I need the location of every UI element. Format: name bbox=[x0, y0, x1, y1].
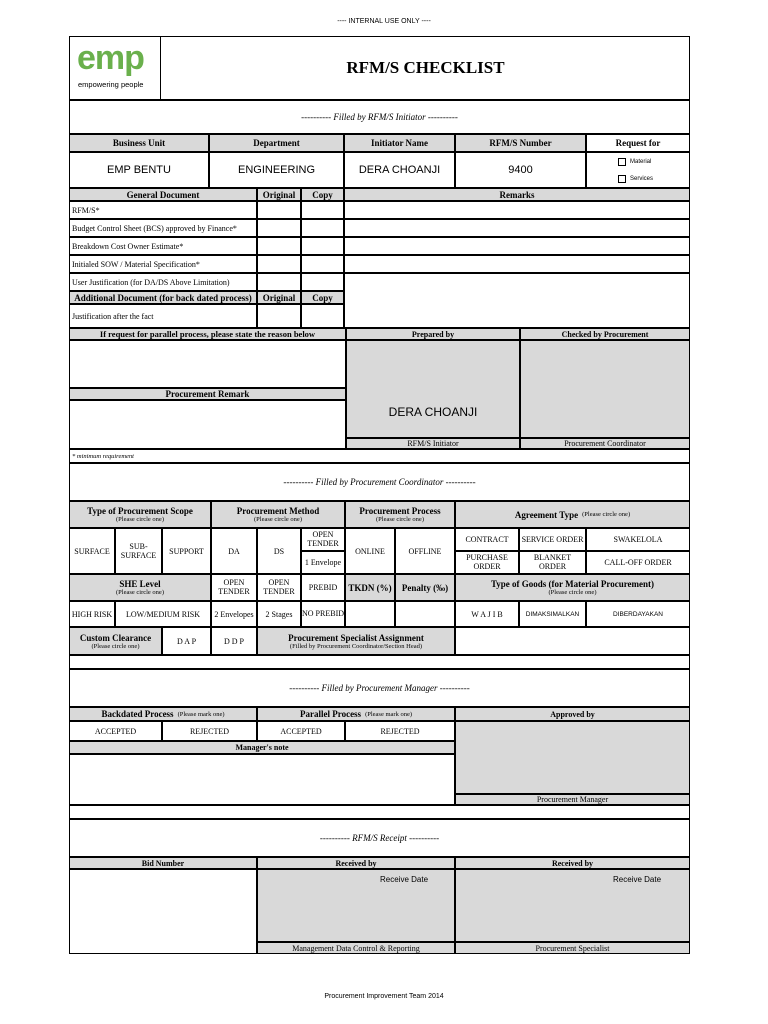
rfms-initiator-label: RFM/S Initiator bbox=[346, 438, 520, 449]
receive-date-label: Receive Date bbox=[380, 875, 429, 884]
doc-copy-cell[interactable] bbox=[301, 255, 344, 273]
she-option-low-medium-risk[interactable]: LOW/MEDIUM RISK bbox=[115, 601, 211, 627]
goods-option-diberdayakan[interactable]: DIBERDAYAKAN bbox=[586, 601, 690, 627]
process-option-offline[interactable]: OFFLINE bbox=[395, 528, 455, 574]
agreement-option-blanket-order[interactable]: BLANKET ORDER bbox=[519, 551, 586, 574]
doc-remarks-cell[interactable] bbox=[344, 273, 690, 328]
agreement-type-header bbox=[455, 501, 690, 528]
procurement-scope-title: Type of Procurement Scope bbox=[87, 506, 193, 516]
internal-use-note: ---- INTERNAL USE ONLY ---- bbox=[337, 17, 431, 25]
procurement-manager-label: Procurement Manager bbox=[455, 794, 690, 805]
please-circle-note: (Please circle one) bbox=[115, 516, 164, 523]
prebid-label: PREBID bbox=[301, 574, 345, 601]
procurement-method-header bbox=[211, 501, 345, 528]
received-by-specialist-field[interactable] bbox=[455, 869, 690, 942]
received-by-header: Received by bbox=[257, 857, 455, 869]
rfms-number-value[interactable]: 9400 bbox=[455, 152, 586, 188]
specialist-assignment-field[interactable] bbox=[455, 627, 690, 655]
parallel-reason-header: If request for parallel process, please state the reason below bbox=[69, 328, 346, 340]
additional-copy-header: Copy bbox=[301, 291, 344, 304]
remarks-header: Remarks bbox=[344, 188, 690, 201]
she-option-high-risk[interactable]: HIGH RISK bbox=[69, 601, 115, 627]
tkdn-header: TKDN (%) bbox=[345, 574, 395, 601]
footer-text: Procurement Improvement Team 2014 bbox=[324, 992, 444, 1000]
custom-option-ddp[interactable]: D D P bbox=[211, 627, 257, 655]
please-circle-note: (Please circle one) bbox=[115, 589, 164, 596]
custom-clearance-header bbox=[69, 627, 162, 655]
prepared-by-header: Prepared by bbox=[346, 328, 520, 340]
checkbox-material[interactable] bbox=[618, 158, 651, 166]
copy-header: Copy bbox=[301, 188, 344, 201]
receive-date-label: Receive Date bbox=[613, 875, 662, 884]
parallel-process-hint: (Please mark one) bbox=[365, 710, 412, 718]
method-option-one-envelope[interactable]: 1 Envelope bbox=[301, 551, 345, 574]
doc-original-cell[interactable] bbox=[257, 219, 301, 237]
additional-original-header: Original bbox=[257, 291, 301, 304]
approved-by-header: Approved by bbox=[455, 707, 690, 721]
procurement-remark-header: Procurement Remark bbox=[69, 388, 346, 400]
prepared-by-signature[interactable] bbox=[346, 340, 520, 438]
prebid-option-no-prebid[interactable]: NO PREBID bbox=[301, 601, 345, 627]
doc-row-bcs: Budget Control Sheet (BCS) approved by Finance* bbox=[69, 219, 257, 237]
procurement-specialist-label: Procurement Specialist bbox=[455, 942, 690, 954]
parallel-process-header bbox=[257, 707, 455, 721]
doc-row-rfms: RFM/S* bbox=[69, 201, 257, 219]
specialist-assignment-subtitle: (Filled by Procurement Coordinator/Section Head) bbox=[289, 642, 423, 650]
page-title: RFM/S CHECKLIST bbox=[346, 58, 505, 77]
section-initiator-banner: ---------- Filled by RFM/S Initiator ---------- bbox=[69, 100, 690, 134]
doc-original-cell[interactable] bbox=[257, 237, 301, 255]
doc-original-cell[interactable] bbox=[257, 201, 301, 219]
procurement-process-header bbox=[345, 501, 455, 528]
procurement-remark-field[interactable] bbox=[69, 400, 346, 449]
doc-copy-cell[interactable] bbox=[301, 201, 344, 219]
goods-option-dimaksimalkan[interactable]: DIMAKSIMALKAN bbox=[519, 601, 586, 627]
parallel-process-title: Parallel Process bbox=[300, 709, 362, 719]
doc-remarks-cell[interactable] bbox=[344, 255, 690, 273]
open-tender-label: OPEN TENDER bbox=[211, 574, 257, 601]
checked-by-header: Checked by Procurement bbox=[520, 328, 690, 340]
bid-number-field[interactable] bbox=[69, 869, 257, 954]
please-circle-note: (Please circle one) bbox=[375, 516, 424, 523]
method-option-open-tender[interactable]: OPEN TENDER bbox=[301, 528, 345, 551]
doc-row-sow: Initialed SOW / Material Specification* bbox=[69, 255, 257, 273]
parallel-reason-field[interactable] bbox=[69, 340, 346, 388]
backdated-process-header bbox=[69, 707, 257, 721]
doc-copy-cell[interactable] bbox=[301, 304, 344, 328]
backdated-process-title: Backdated Process bbox=[101, 709, 174, 719]
additional-document-header: Additional Document (for back dated process) bbox=[69, 291, 257, 304]
agreement-option-swakelola[interactable]: SWAKELOLA bbox=[586, 528, 690, 551]
parallel-option-rejected[interactable]: REJECTED bbox=[345, 721, 455, 741]
doc-original-cell[interactable] bbox=[257, 273, 301, 291]
doc-copy-cell[interactable] bbox=[301, 273, 344, 291]
logo-tagline: empowering people bbox=[78, 80, 144, 89]
scope-option-support[interactable]: SUPPORT bbox=[162, 528, 211, 574]
doc-copy-cell[interactable] bbox=[301, 237, 344, 255]
doc-remarks-cell[interactable] bbox=[344, 201, 690, 219]
initiator-name-value[interactable]: DERA CHOANJI bbox=[344, 152, 455, 188]
doc-row-justification-after-fact: Justification after the fact bbox=[69, 304, 257, 328]
doc-remarks-cell[interactable] bbox=[344, 219, 690, 237]
spacer-row bbox=[69, 805, 690, 819]
please-circle-note: (Please circle one) bbox=[582, 511, 631, 518]
specialist-assignment-title: Procurement Specialist Assignment bbox=[288, 632, 424, 643]
doc-original-cell[interactable] bbox=[257, 304, 301, 328]
request-for-options bbox=[586, 152, 690, 188]
custom-option-dap[interactable]: D A P bbox=[162, 627, 211, 655]
checkbox-services[interactable] bbox=[618, 175, 653, 183]
procurement-method-title: Procurement Method bbox=[236, 506, 320, 516]
received-by-header: Received by bbox=[455, 857, 690, 869]
parallel-option-accepted[interactable]: ACCEPTED bbox=[257, 721, 345, 741]
agreement-option-service-order[interactable]: SERVICE ORDER bbox=[519, 528, 586, 551]
please-circle-note: (Please circle one) bbox=[548, 589, 597, 596]
doc-copy-cell[interactable] bbox=[301, 219, 344, 237]
process-option-online[interactable]: ONLINE bbox=[345, 528, 395, 574]
backdated-process-hint: (Please mark one) bbox=[177, 710, 225, 718]
prepared-name: DERA CHOANJI bbox=[388, 405, 478, 419]
approved-by-signature[interactable] bbox=[455, 721, 690, 794]
doc-row-user-justification: User Justification (for DA/DS Above Limitation) bbox=[69, 273, 257, 291]
doc-row-cost-estimate: Breakdown Cost Owner Estimate* bbox=[69, 237, 257, 255]
please-circle-note: (Please circle one) bbox=[253, 516, 302, 523]
scope-option-surface[interactable]: SURFACE bbox=[69, 528, 115, 574]
open-tender-label: OPEN TENDER bbox=[257, 574, 301, 601]
specialist-assignment-header bbox=[257, 627, 455, 655]
penalty-header: Penalty (‰) bbox=[395, 574, 455, 601]
mdcr-label: Management Data Control & Reporting bbox=[257, 942, 455, 954]
original-header: Original bbox=[257, 188, 301, 201]
checkbox-material-label: Material bbox=[630, 159, 652, 165]
section-receipt-banner: ---------- RFM/S Receipt ---------- bbox=[69, 819, 690, 857]
agreement-option-contract[interactable]: CONTRACT bbox=[455, 528, 519, 551]
she-level-title: SHE Level bbox=[119, 579, 161, 589]
penalty-field[interactable] bbox=[395, 601, 455, 627]
general-document-header: General Document bbox=[69, 188, 257, 201]
custom-clearance-title: Custom Clearance bbox=[79, 632, 152, 643]
checkbox-services-label: Services bbox=[630, 176, 654, 182]
checked-by-signature[interactable] bbox=[520, 340, 690, 438]
logo-box bbox=[69, 36, 161, 100]
business-unit-header: Business Unit bbox=[69, 134, 209, 152]
doc-remarks-cell[interactable] bbox=[344, 237, 690, 255]
initiator-name-header: Initiator Name bbox=[344, 134, 455, 152]
type-of-goods-title: Type of Goods (for Material Procurement) bbox=[490, 579, 655, 589]
tkdn-field[interactable] bbox=[345, 601, 395, 627]
backdated-option-accepted[interactable]: ACCEPTED bbox=[69, 721, 162, 741]
doc-original-cell[interactable] bbox=[257, 255, 301, 273]
department-value[interactable]: ENGINEERING bbox=[209, 152, 344, 188]
procurement-coordinator-label: Procurement Coordinator bbox=[520, 438, 690, 449]
procurement-scope-header bbox=[69, 501, 211, 528]
section-manager-banner: ---------- Filled by Procurement Manager ---------- bbox=[69, 669, 690, 707]
bid-number-header: Bid Number bbox=[69, 857, 257, 869]
received-by-mdcr-field[interactable] bbox=[257, 869, 455, 942]
method-option-two-envelopes[interactable]: 2 Envelopes bbox=[211, 601, 257, 627]
agreement-type-title: Agreement Type bbox=[514, 509, 579, 520]
goods-option-wajib[interactable]: W A J I B bbox=[455, 601, 519, 627]
method-option-ds[interactable]: DS bbox=[257, 528, 301, 574]
request-for-header: Request for bbox=[586, 134, 690, 152]
type-of-goods-header bbox=[455, 574, 690, 601]
procurement-process-title: Procurement Process bbox=[359, 506, 441, 516]
please-circle-note: (Please circle one) bbox=[91, 642, 140, 650]
method-option-da[interactable]: DA bbox=[211, 528, 257, 574]
minimum-requirement-note: * minimum requirement bbox=[69, 449, 690, 463]
business-unit-value[interactable]: EMP BENTU bbox=[69, 152, 209, 188]
section-coordinator-banner: ---------- Filled by Procurement Coordinator ---------- bbox=[69, 463, 690, 501]
spacer-row bbox=[69, 655, 690, 669]
managers-note-header: Manager's note bbox=[69, 741, 455, 754]
backdated-option-rejected[interactable]: REJECTED bbox=[162, 721, 257, 741]
method-option-two-stages[interactable]: 2 Stages bbox=[257, 601, 301, 627]
logo: emp bbox=[77, 39, 144, 77]
managers-note-field[interactable] bbox=[69, 754, 455, 805]
rfms-number-header: RFM/S Number bbox=[455, 134, 586, 152]
agreement-option-purchase-order[interactable]: PURCHASE ORDER bbox=[455, 551, 519, 574]
department-header: Department bbox=[209, 134, 344, 152]
agreement-option-call-off-order[interactable]: CALL-OFF ORDER bbox=[586, 551, 690, 574]
she-level-header bbox=[69, 574, 211, 601]
scope-option-sub-surface[interactable]: SUB-SURFACE bbox=[115, 528, 162, 574]
